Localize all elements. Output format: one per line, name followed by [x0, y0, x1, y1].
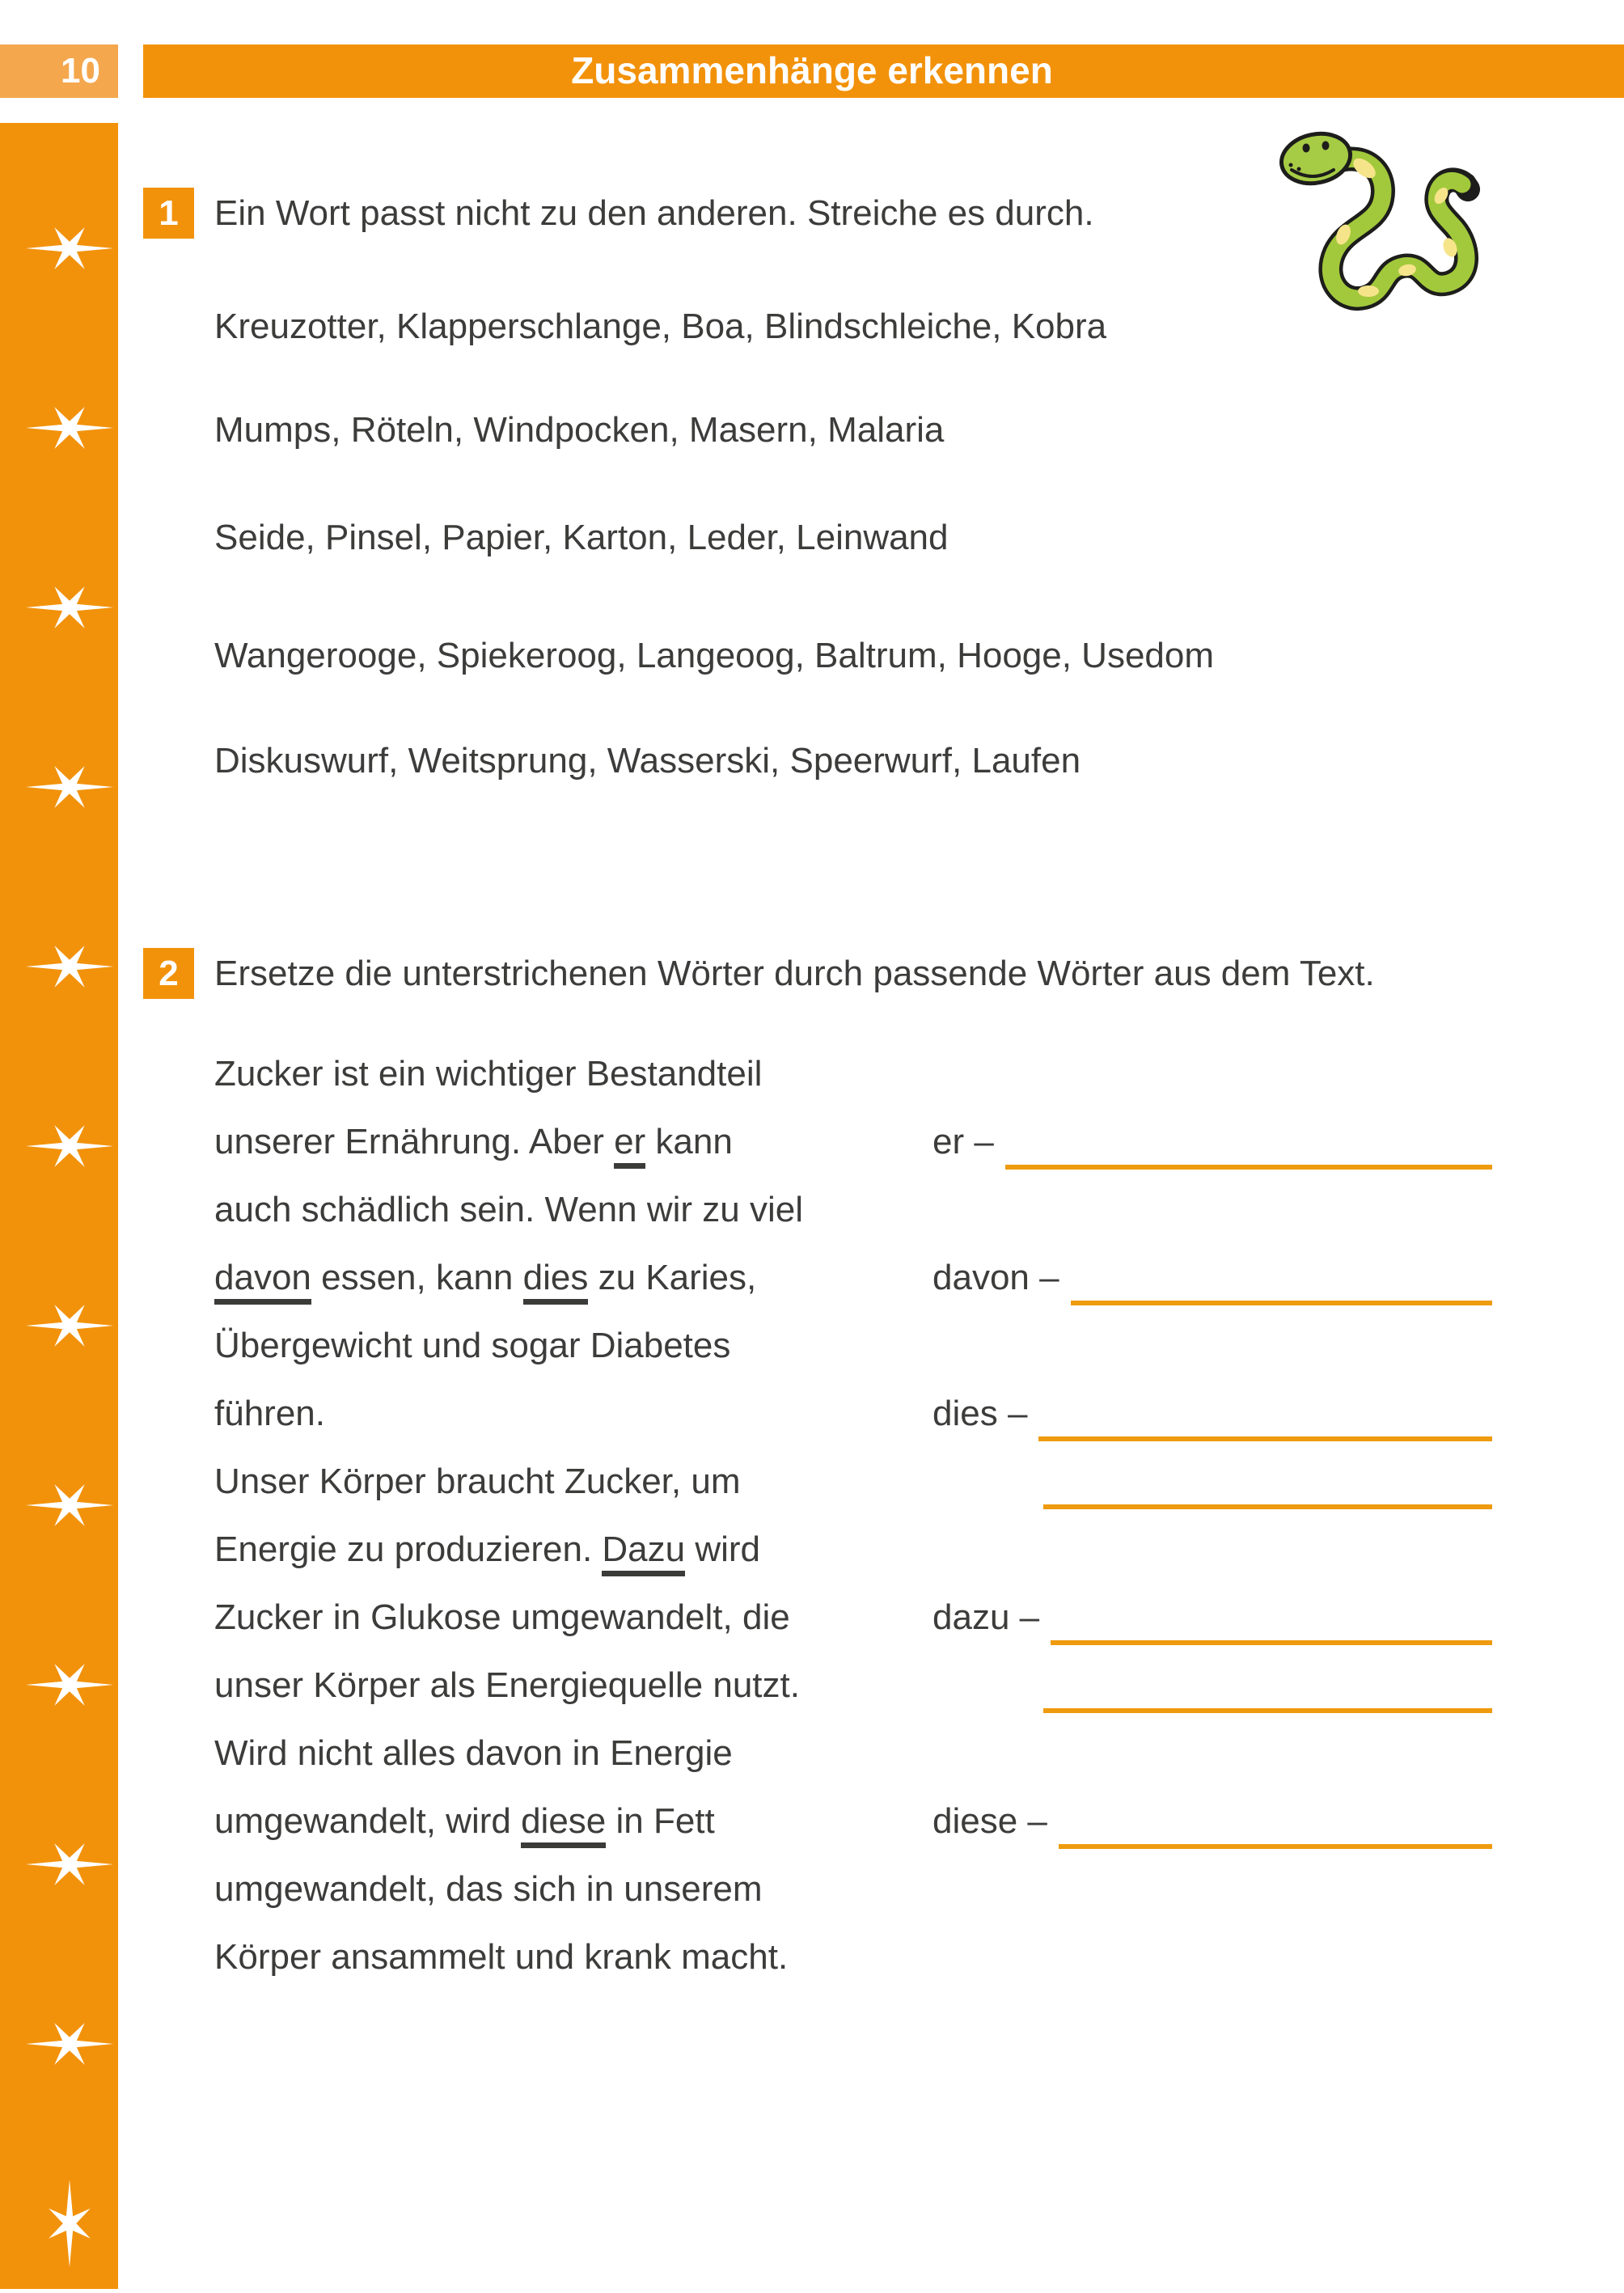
underlined-word: davon: [214, 1258, 311, 1305]
sparkle-star-icon: [24, 1841, 115, 1888]
text-segment: auch schädlich sein. Wenn wir zu viel: [214, 1190, 803, 1229]
answer-blank-line[interactable]: [1071, 1244, 1492, 1305]
answer-row: [933, 1787, 1492, 1855]
text-line: [214, 1312, 942, 1380]
text-line: [214, 1244, 942, 1312]
sparkle-star-icon: [24, 225, 115, 272]
text-segment: Körper ansammelt und krank macht.: [214, 1937, 789, 1977]
answer-label: er –: [933, 1122, 994, 1161]
text-segment: umgewandelt, wird: [214, 1801, 522, 1841]
underlined-word: Dazu: [602, 1529, 685, 1576]
text-line: [214, 1448, 942, 1516]
text-segment: unser Körper als Energiequelle nutzt.: [214, 1665, 800, 1705]
text-segment: Unser Körper braucht Zucker, um: [214, 1462, 741, 1501]
sparkle-star-icon: [46, 2178, 93, 2269]
word-row: Wangerooge, Spiekeroog, Langeoog, Baltrum, Hooge, Usedom: [214, 636, 1215, 675]
page-title: Zusammenhänge erkennen: [571, 49, 1053, 91]
underlined-word: dies: [523, 1258, 589, 1305]
word-row: Kreuzotter, Klapperschlange, Boa, Blindschleiche, Kobra: [214, 307, 1107, 346]
text-segment: unserer Ernährung. Aber: [214, 1122, 615, 1161]
answer-label: davon –: [933, 1258, 1059, 1297]
text-line: [214, 1652, 942, 1720]
page-number: 10: [0, 44, 118, 98]
snake-icon: [1266, 112, 1480, 318]
word-row: Seide, Pinsel, Papier, Karton, Leder, Leinwand: [214, 518, 949, 557]
text-segment: in Fett: [606, 1801, 715, 1841]
task2-number-badge: 2: [143, 948, 194, 999]
text-line: [214, 1516, 942, 1584]
answer-blank-line[interactable]: [1059, 1787, 1492, 1849]
sparkle-star-icon: [24, 1123, 115, 1170]
text-line: [214, 1584, 942, 1652]
answer-row: [933, 1244, 1492, 1312]
answer-row: [933, 1108, 1492, 1176]
sidebar: [0, 123, 118, 2289]
answer-blank-line[interactable]: [1043, 1448, 1492, 1509]
answer-blank-line[interactable]: [1038, 1380, 1492, 1441]
text-line: [214, 1176, 942, 1244]
text-segment: führen.: [214, 1394, 325, 1433]
sparkle-star-icon: [24, 764, 115, 810]
underlined-word: diese: [521, 1801, 606, 1848]
answer-label: dies –: [933, 1394, 1028, 1433]
text-segment: Zucker in Glukose umgewandelt, die: [214, 1597, 790, 1637]
sparkle-star-icon: [24, 584, 115, 631]
answer-row: [933, 1380, 1492, 1448]
answer-blank-line[interactable]: [1051, 1584, 1492, 1645]
text-line: [214, 1855, 942, 1923]
text-line: [214, 1787, 942, 1855]
answer-blank-line[interactable]: [1005, 1108, 1492, 1170]
answer-row: [933, 1652, 1492, 1720]
text-segment: Energie zu produzieren.: [214, 1529, 603, 1569]
sparkle-star-icon: [24, 1482, 115, 1529]
text-line: [214, 1720, 942, 1787]
answer-row: [933, 1448, 1492, 1516]
answer-row: [933, 1584, 1492, 1652]
text-line: [214, 1380, 942, 1448]
sparkle-star-icon: [24, 943, 115, 990]
text-line: [214, 1040, 942, 1108]
word-row: Mumps, Röteln, Windpocken, Masern, Malaria: [214, 410, 945, 450]
text-segment: zu Karies,: [588, 1258, 757, 1297]
text-segment: essen, kann: [311, 1258, 523, 1297]
task1-instruction: Ein Wort passt nicht zu den anderen. Streiche es durch.: [214, 193, 1094, 233]
text-segment: umgewandelt, das sich in unserem: [214, 1869, 763, 1909]
text-segment: Zucker ist ein wichtiger Bestandteil: [214, 1054, 763, 1094]
text-segment: Übergewicht und sogar Diabetes: [214, 1326, 731, 1365]
snake-illustration: [1266, 112, 1480, 318]
text-segment: kann: [645, 1122, 733, 1161]
text-segment: wird: [685, 1529, 761, 1569]
answer-blank-line[interactable]: [1043, 1652, 1492, 1713]
text-line: [214, 1923, 942, 1991]
answer-label: diese –: [933, 1801, 1047, 1841]
sparkle-star-icon: [24, 404, 115, 451]
word-row: Diskuswurf, Weitsprung, Wasserski, Speerwurf, Laufen: [214, 741, 1081, 781]
task2-instruction: Ersetze die unterstrichenen Wörter durch passende Wörter aus dem Text.: [214, 954, 1375, 993]
text-segment: Wird nicht alles davon in Energie: [214, 1733, 733, 1773]
task1-number-badge: 1: [143, 188, 194, 239]
sparkle-star-icon: [24, 2020, 115, 2067]
sparkle-star-icon: [24, 1302, 115, 1349]
task2-text: [214, 1040, 942, 1991]
answer-label: dazu –: [933, 1597, 1040, 1637]
sparkle-star-icon: [24, 1661, 115, 1708]
text-line: [214, 1108, 942, 1176]
underlined-word: er: [614, 1122, 645, 1169]
